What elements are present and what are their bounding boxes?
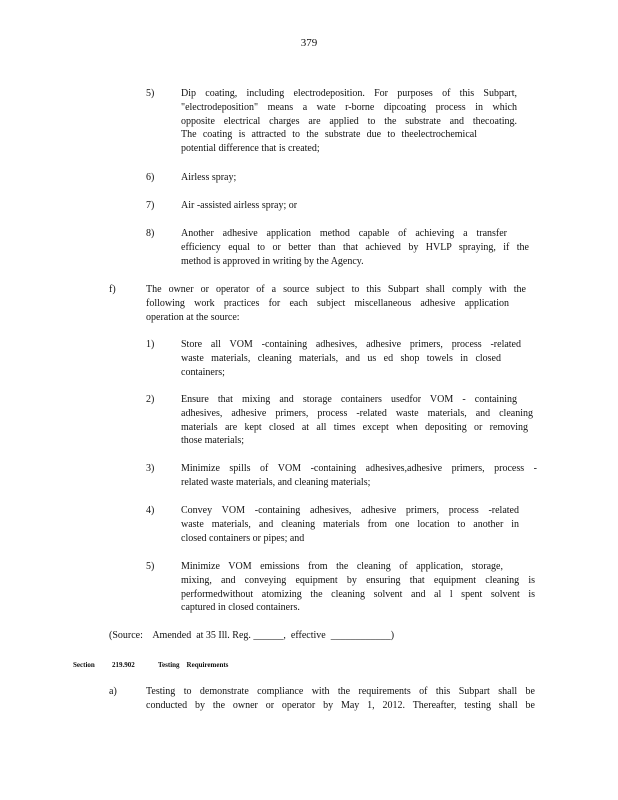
list-item-label: 7) <box>146 200 155 211</box>
text-line: adhesives, adhesive primers, process -related waste materials, and cleaning <box>181 407 533 419</box>
text-line: The owner or operator of a source subject to this Subpart shall comply with the <box>146 284 526 295</box>
list-item-label: 6) <box>146 172 155 183</box>
text-line: Another adhesive application method capable of achieving a transfer <box>181 228 507 239</box>
text-line: related waste materials, and cleaning materials; <box>181 476 371 488</box>
section-title: Testing Requirements <box>158 661 229 669</box>
text-line: operation at the source: <box>146 311 240 323</box>
list-item-text <box>181 87 517 156</box>
list-item-text <box>181 462 537 490</box>
text-line: potential difference that is created; <box>181 143 320 155</box>
text-line: "electrodeposition" means a wate r-borne dipcoating process in which <box>181 101 517 113</box>
text-line: Air -assisted airless spray; or <box>181 200 298 211</box>
text-line: method is approved in writing by the Agency. <box>181 255 364 267</box>
text-line: The coating is attracted to the substrate due to theelectrochemical <box>181 129 477 141</box>
text-line: those materials; <box>181 435 245 447</box>
list-item-label: 1) <box>146 339 155 350</box>
text-line: containers; <box>181 366 225 378</box>
page-number: 379 <box>300 37 318 49</box>
paragraph-text <box>146 283 526 324</box>
text-line: waste materials, cleaning materials, and us ed shop towels in closed <box>181 352 501 364</box>
source-note: (Source: Amended at 35 Ill. Reg. ______, effective ____________) <box>109 630 395 641</box>
text-line: conducted by the owner or operator by May 1, 2012. Thereafter, testing shall be <box>146 699 535 711</box>
text-line: Convey VOM -containing adhesives, adhesive primers, process -related <box>181 505 519 516</box>
list-item-text <box>181 393 533 448</box>
paragraph-text <box>146 685 535 713</box>
list-item-text <box>181 199 517 213</box>
text-line: materials are kept closed at all times except when depositing or removing <box>181 421 528 433</box>
section-label: Section <box>73 661 95 669</box>
text-line: mixing, and conveying equipment by ensuring that equipment cleaning is <box>181 574 535 586</box>
text-line: closed containers or pipes; and <box>181 532 305 544</box>
section-number: 219.902 <box>112 661 135 669</box>
text-line: Testing to demonstrate compliance with the requirements of this Subpart shall be <box>146 686 535 697</box>
text-line: Dip coating, including electrodeposition. For purposes of this Subpart, <box>181 88 517 99</box>
text-line: Store all VOM -containing adhesives, adhesive primers, process -related <box>181 339 521 350</box>
list-item-label: 3) <box>146 463 155 474</box>
list-item-text <box>181 227 529 268</box>
text-line: efficiency equal to or better than that achieved by HVLP spraying, if the <box>181 241 529 253</box>
list-item-text <box>181 171 517 185</box>
text-line: following work practices for each subject miscellaneous adhesive application <box>146 297 509 309</box>
list-item-label: 4) <box>146 505 155 516</box>
text-line: Ensure that mixing and storage containers usedfor VOM - containing <box>181 394 517 405</box>
text-line: Airless spray; <box>181 172 237 183</box>
list-item-text <box>181 560 535 615</box>
list-item-text <box>181 338 521 379</box>
paragraph-label: f) <box>109 284 116 295</box>
list-item-label: 2) <box>146 394 155 405</box>
text-line: waste materials, and cleaning materials from one location to another in <box>181 518 519 530</box>
list-item-label: 5) <box>146 88 155 99</box>
paragraph-label: a) <box>109 686 117 697</box>
list-item-text <box>181 504 519 545</box>
text-line: opposite electrical charges are applied to the substrate and thecoating. <box>181 115 517 127</box>
text-line: Minimize VOM emissions from the cleaning of application, storage, <box>181 561 503 572</box>
text-line: captured in closed containers. <box>181 602 300 614</box>
list-item-label: 8) <box>146 228 155 239</box>
text-line: performedwithout atomizing the cleaning solvent and al l spent solvent is <box>181 588 535 600</box>
text-line: Minimize spills of VOM -containing adhesives,adhesive primers, process - <box>181 463 537 474</box>
list-item-label: 5) <box>146 561 155 572</box>
